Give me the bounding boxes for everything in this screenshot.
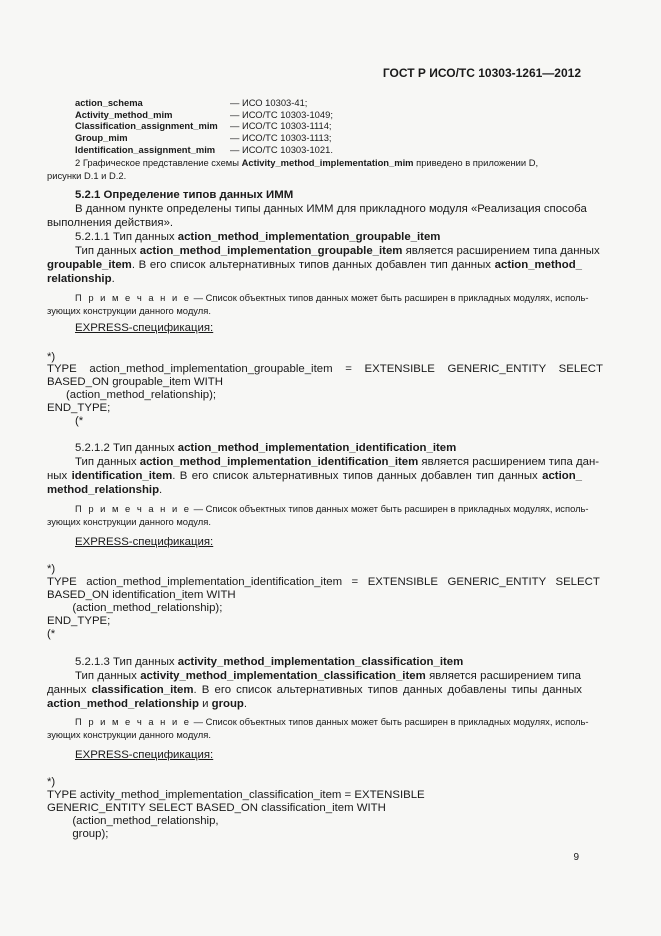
section-intro-line-2: выполнения действия». (47, 217, 174, 229)
code-line: TYPE action_method_implementation_groupable_item = EXTENSIBLE GENERIC_ENTITY SELECT (47, 363, 603, 375)
subsection-1-express-label: EXPRESS-спецификация: (75, 322, 214, 334)
subsection-1-note-line-2: зующих конструкции данного модуля. (47, 305, 211, 316)
section-heading: 5.2.1 Определение типов данных ИММ (75, 189, 294, 201)
page-number: 9 (573, 852, 579, 863)
subsection-3-para-line-2: данных classification_item. В его список альтернативных типов данных добавлены типы данных (47, 684, 582, 696)
code-line: END_TYPE; (47, 615, 111, 627)
code-line: (* (47, 628, 56, 640)
code-line: GENERIC_ENTITY SELECT BASED_ON classification_item WITH (47, 802, 386, 814)
schema-ref-row: Classification_assignment_mim — ИСО/ТС 10303-1114; (75, 120, 332, 132)
schema-ref-row: Group_mim — ИСО/ТС 10303-1113; (75, 132, 332, 144)
code-line: group); (47, 828, 109, 840)
subsection-3-note-line-2: зующих конструкции данного модуля. (47, 729, 211, 740)
subsection-1-title: 5.2.1.1 Тип данных action_method_implementation_groupable_item (75, 231, 441, 243)
code-line: (action_method_relationship, (47, 815, 219, 827)
code-line: TYPE activity_method_implementation_classification_item = EXTENSIBLE (47, 789, 425, 801)
subsection-1-para-line-3: relationship. (47, 273, 115, 285)
schema-ref-row: action_schema — ИСО 10303-41; (75, 97, 308, 108)
subsection-3-para-line-1: Тип данных activity_method_implementation_classification_item является расширением типа (75, 670, 581, 682)
code-line: (* (75, 415, 84, 427)
schema-ref-row: Identification_assignment_mim — ИСО/ТС 10303-1021. (75, 143, 333, 155)
subsection-2-title: 5.2.1.2 Тип данных action_method_implementation_identification_item (75, 442, 457, 454)
subsection-3-note-line-1: П р и м е ч а н и е — Список объектных типов данных может быть расширен в прикладных модулях, исполь- (75, 716, 589, 727)
code-line: END_TYPE; (47, 402, 111, 414)
code-line: (action_method_relationship); (47, 602, 223, 614)
document-header: ГОСТ Р ИСО/ТС 10303-1261—2012 (382, 66, 581, 80)
subsection-2-para-line-2: ных identification_item. В его список альтернативных типов данных добавлен тип данных action_ (47, 470, 582, 482)
subsection-2-para-line-3: method_relationship. (47, 484, 163, 496)
subsection-3-title: 5.2.1.3 Тип данных activity_method_implementation_classification_item (75, 656, 464, 668)
note-2-line-1: 2 Графическое представление схемы Activity_method_implementation_mim приведено в приложении D, (75, 157, 539, 168)
section-intro-line-1: В данном пункте определены типы данных ИММ для прикладного модуля «Реализация способа (75, 203, 587, 215)
code-line: BASED_ON identification_item WITH (47, 589, 236, 601)
code-line: *) (47, 351, 56, 363)
note-2-line-2: рисунки D.1 и D.2. (47, 170, 127, 181)
subsection-2-para-line-1: Тип данных action_method_implementation_identification_item является расширением типа дан- (75, 456, 600, 468)
subsection-2-express-label: EXPRESS-спецификация: (75, 536, 214, 548)
subsection-1-para-line-1: Тип данных action_method_implementation_groupable_item является расширением типа данных (75, 245, 600, 257)
subsection-2-note-line-1: П р и м е ч а н и е — Список объектных типов данных может быть расширен в прикладных модулях, исполь- (75, 503, 589, 514)
schema-reference-list (75, 97, 333, 156)
subsection-2-note-line-2: зующих конструкции данного модуля. (47, 516, 211, 527)
subsection-3-para-line-3: action_method_relationship и group. (47, 698, 248, 710)
code-line: *) (47, 563, 56, 575)
subsection-1-note-line-1: П р и м е ч а н и е — Список объектных типов данных может быть расширен в прикладных модулях, исполь- (75, 292, 589, 303)
schema-ref-row: Activity_method_mim — ИСО/ТС 10303-1049; (75, 108, 333, 120)
subsection-1-para-line-2: groupable_item. В его список альтернативных типов данных добавлен тип данных action_method_ (47, 259, 582, 271)
code-line: TYPE action_method_implementation_identification_item = EXTENSIBLE GENERIC_ENTITY SELECT (47, 576, 600, 588)
code-line: (action_method_relationship); (47, 389, 217, 401)
code-line: BASED_ON groupable_item WITH (47, 376, 223, 388)
code-line: *) (47, 776, 56, 788)
subsection-3-express-label: EXPRESS-спецификация: (75, 749, 214, 761)
